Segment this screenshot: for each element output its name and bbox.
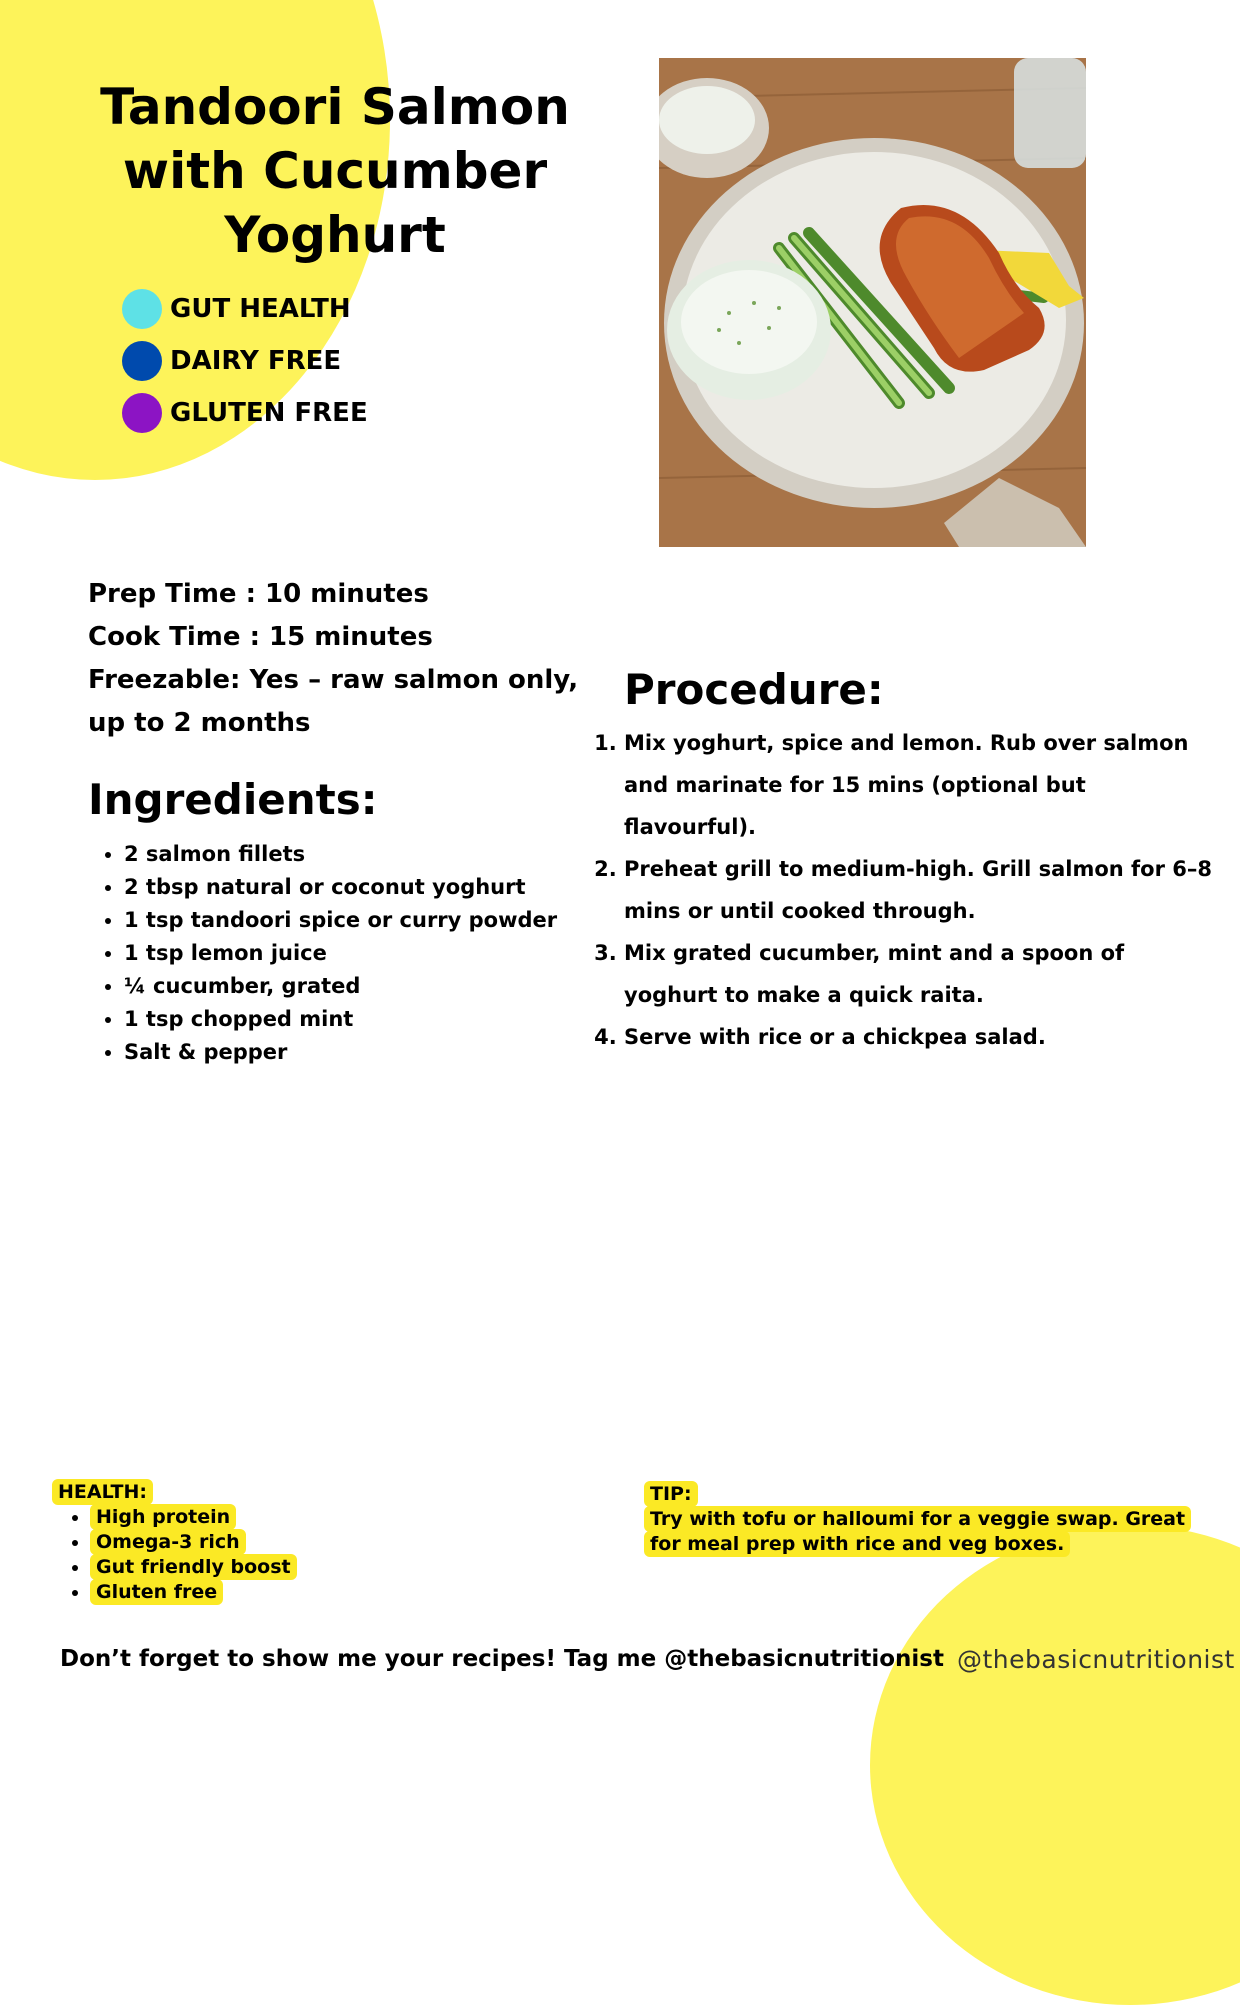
procedure-step: 1. Mix yoghurt, spice and lemon. Rub over salmon and marinate for 15 mins (optional but flavourful). <box>624 722 1224 848</box>
diet-tags <box>122 283 368 439</box>
recipe-photo <box>659 58 1086 547</box>
health-list <box>52 1505 297 1605</box>
health-item: High protein <box>90 1504 236 1530</box>
ingredient-item: • 2 salmon fillets <box>124 838 557 871</box>
ingredient-item: • Salt & pepper <box>124 1036 557 1069</box>
tag-dot <box>122 393 162 433</box>
social-handle: @thebasicnutritionist <box>957 1645 1235 1674</box>
cook-time: Cook Time : 15 minutes <box>88 622 433 652</box>
health-item: Gluten free <box>90 1579 223 1605</box>
tag-label: DAIRY FREE <box>170 346 342 376</box>
tag-label: GLUTEN FREE <box>170 398 368 428</box>
prep-time: Prep Time : 10 minutes <box>88 579 429 609</box>
ingredients-list <box>88 838 557 1069</box>
tag-gut-health <box>122 283 368 335</box>
ingredients-heading: Ingredients: <box>88 775 378 824</box>
tip-text: Try with tofu or halloumi for a veggie swap. Great for meal prep with rice and veg boxes. <box>644 1506 1191 1557</box>
tag-label: GUT HEALTH <box>170 294 351 324</box>
tag-dot <box>122 341 162 381</box>
procedure-step: 2. Preheat grill to medium-high. Grill salmon for 6–8 mins or until cooked through. <box>624 848 1224 932</box>
tag-dot <box>122 289 162 329</box>
ingredient-item: • 2 tbsp natural or coconut yoghurt <box>124 871 557 904</box>
tag-dairy-free <box>122 335 368 387</box>
footer-call-to-action: Don’t forget to show me your recipes! Tag me @thebasicnutritionist <box>60 1646 944 1672</box>
salmon-plate-illustration <box>659 58 1086 547</box>
ingredient-item: • 1 tsp lemon juice <box>124 937 557 970</box>
procedure-step: 3. Mix grated cucumber, mint and a spoon of yoghurt to make a quick raita. <box>624 932 1224 1016</box>
ingredient-item: • 1 tsp chopped mint <box>124 1003 557 1036</box>
freezable-info: Freezable: Yes – raw salmon only, up to 2 months <box>88 665 579 738</box>
health-heading: HEALTH: <box>52 1479 153 1505</box>
tip-box <box>644 1482 1204 1557</box>
procedure-step: 4. Serve with rice or a chickpea salad. <box>624 1016 1224 1058</box>
tip-heading: TIP: <box>644 1481 698 1507</box>
ingredient-item: • ¼ cucumber, grated <box>124 970 557 1003</box>
recipe-times <box>88 573 588 745</box>
decor-circle-bottom <box>870 1525 1240 2005</box>
health-box <box>52 1480 297 1605</box>
health-item: Gut friendly boost <box>90 1554 297 1580</box>
health-item: Omega-3 rich <box>90 1529 246 1555</box>
ingredient-item: • 1 tsp tandoori spice or curry powder <box>124 904 557 937</box>
tag-gluten-free <box>122 387 368 439</box>
procedure-heading: Procedure: <box>624 665 884 714</box>
procedure-list <box>602 722 1224 1058</box>
recipe-title: Tandoori Salmon with Cucumber Yoghurt <box>100 78 570 264</box>
